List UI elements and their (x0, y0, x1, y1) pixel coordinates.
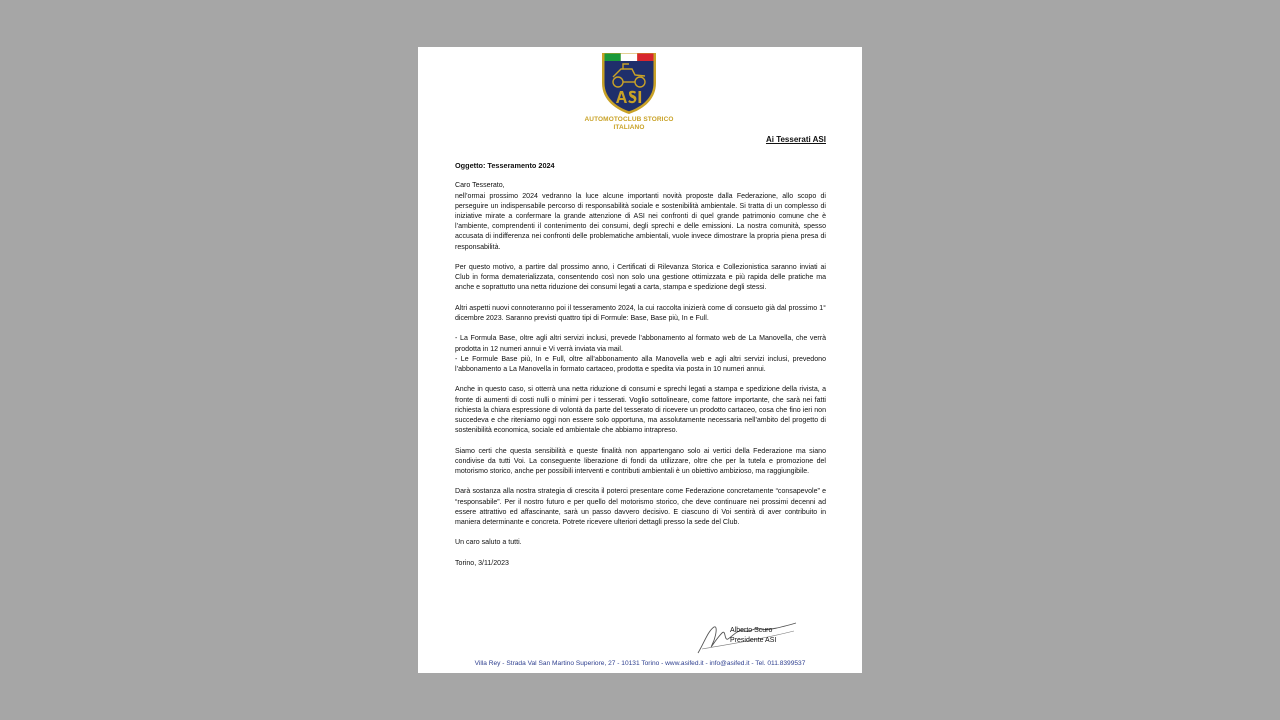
letterhead-footer: Villa Rey - Strada Val San Martino Superiore, 27 - 10131 Torino - www.asifed.it - info@asifed.it - Tel. 011.8399537 (474, 660, 806, 667)
letter-date: Torino, 3/11/2023 (455, 559, 509, 567)
letter-paragraph: Darà sostanza alla nostra strategia di crescita il poterci presentare come Federazione concretamente “consapevole” e “responsabile”. Per il nostro futuro e per quello del motorismo storico, che deve continuare nei prossimi decenni ad essere attrattivo ed affascinante, sarà un passo davvero decisivo. E ciascuno di Voi sentirà di aver contribuito in maniera determinante e concreta. Potrete ricevere ulteriori dettagli presso la sede del Club. (455, 488, 826, 526)
letter-paragraph: Siamo certi che questa sensibilità e queste finalità non appartengano solo ai vertici della Federazione ma siano condivise da tutti Voi. La conseguente liberazione di fondi da utilizzare, oltre che per la tutela e promozione del motorismo storico, anche per possibili interventi e contributi ambientali è un obiettivo ambizioso, ma raggiungibile. (455, 447, 826, 475)
letter-list-item: - Le Formule Base più, In e Full, oltre all’abbonamento alla Manovella web e agli altri servizi inclusi, prevedono l’abbonamento a La Manovella in formato cartaceo, prodotta e spedita via posta in 10 numeri annui. (455, 355, 826, 373)
signatory (730, 626, 776, 645)
letter-paragraph: Altri aspetti nuovi connoteranno poi il tesseramento 2024, la cui raccolta inizierà come di consueto già dal prossimo 1° dicembre 2023. Saranno previsti quattro tipi di Formule: Base, Base più, In e Full. (455, 304, 826, 322)
organization-name-line1: AUTOMOTOCLUB STORICO (584, 116, 674, 123)
letter-paragraph: nell’ormai prossimo 2024 vedranno la luce alcune importanti novità proposte dalla Federazione, allo scopo di perseguire un indispensabile percorso di responsabilità sociale e sostenibilità ambientale. Si tratta di un complesso di iniziative mirate a confermare la grande attenzione di ASI nei confronti di quel grande patrimonio comune che è l’ambiente, comprendenti il contenimento dei consumi, degli sprechi e delle emissioni. La nostra comunità, spesso accusata di indifferenza nei confronti delle problematiche ambientali, vuole invece dimostrare la propria piena presa di responsabilità. (455, 192, 826, 251)
letter-list-item: - La Formula Base, oltre agli altri servizi inclusi, prevede l’abbonamento al formato web de La Manovella, che verrà prodotta in 12 numeri annui e Vi verrà inviata via mail. (455, 335, 826, 353)
signatory-name: Alberto Scuro (730, 627, 773, 634)
letter-paragraph: Per questo motivo, a partire dal prossimo anno, i Certificati di Rilevanza Storica e Collezionistica saranno inviati ai Club in forma dematerializzata, consentendo così non solo una gestione ottimizzata e più rapida delle pratiche ma anche e soprattutto una netta riduzione dei consumi legati a carta, stampa e spedizione degli stessi. (455, 264, 826, 292)
letter-subject: Oggetto: Tesseramento 2024 (455, 161, 555, 170)
letter-body (455, 161, 826, 579)
organization-name (558, 116, 700, 131)
letter-paragraph: Anche in questo caso, si otterrà una netta riduzione di consumi e sprechi legati a stampa e spedizione della rivista, a fronte di aumenti di costi nulli o minimi per i tesserati. Voglio sottolineare, come fattore importante, che sarà nei fatti richiesta la chiara espressione di volontà da parte del tesserato di ricevere un prodotto cartaceo, cosa che fino ieri non succedeva e che riteniamo oggi non essere solo opportuna, ma assolutamente necessaria nell’ambito del progetto di sostenibilità economica, sociale ed ambientale che abbiamo intrapreso. (455, 386, 826, 435)
asi-logo (599, 49, 659, 115)
letter-greeting: Caro Tesserato, (455, 182, 505, 190)
letter-page (418, 47, 862, 673)
organization-name-line2: ITALIANO (613, 123, 645, 131)
signature-block (694, 619, 814, 659)
recipient-line: Ai Tesserati ASI (765, 135, 826, 144)
signatory-title: Presidente ASI (730, 636, 777, 644)
letter-closing: Un caro saluto a tutti. (455, 539, 522, 547)
